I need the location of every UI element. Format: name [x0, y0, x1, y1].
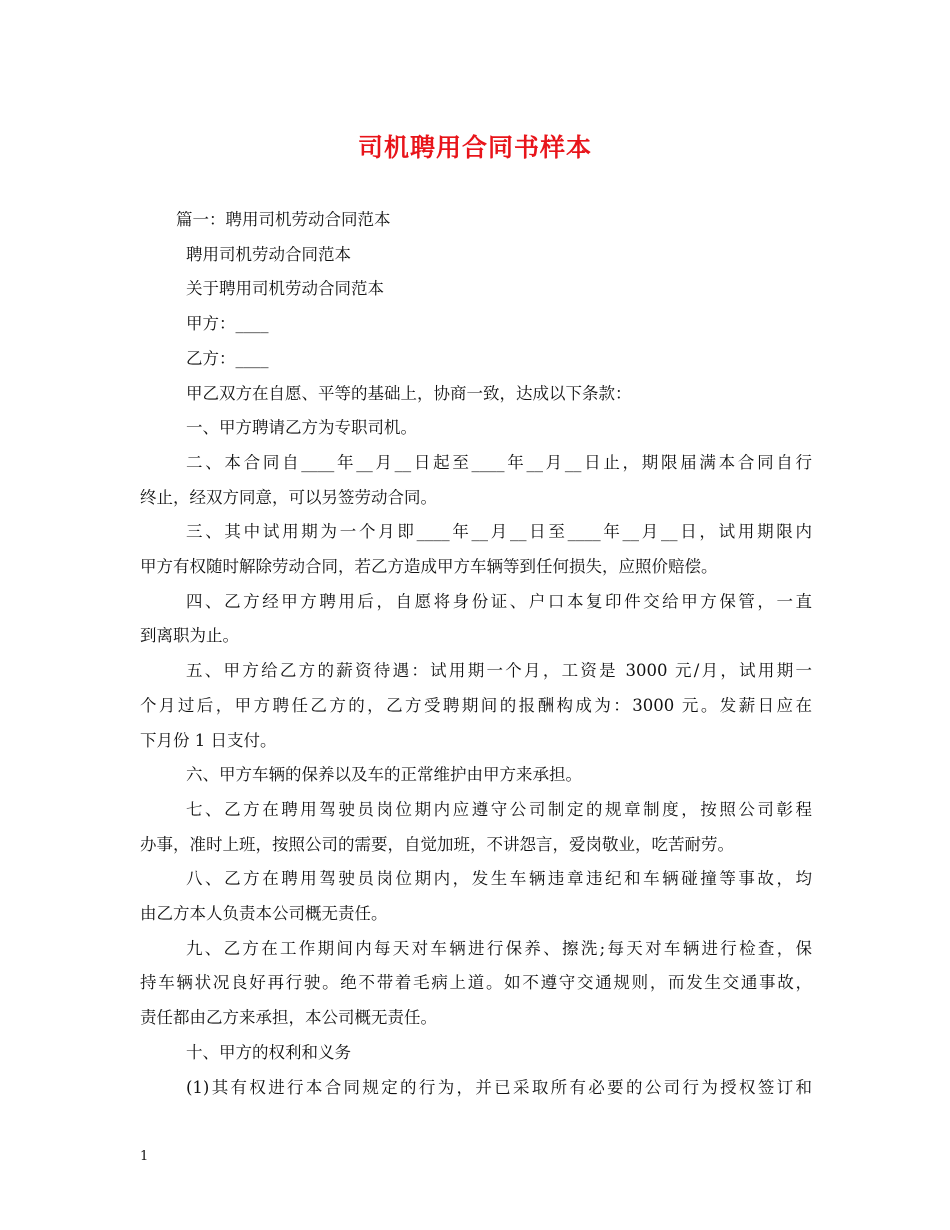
paragraph-line: 持车辆状况良好再行驶。绝不带着毛病上道。如不遵守交通规则，而发生交通事故， — [140, 973, 812, 993]
paragraph-line: 乙方：____ — [186, 348, 269, 368]
document-title: 司机聘用合同书样本 — [357, 133, 592, 162]
paragraph-line: 六、甲方车辆的保养以及车的正常维护由甲方来承担。 — [186, 765, 582, 785]
paragraph-line: 到离职为止。 — [140, 626, 239, 646]
paragraph-line: 四、乙方经甲方聘用后，自愿将身份证、户口本复印件交给甲方保管，一直 — [186, 591, 812, 611]
paragraph-line: 下月份 1 日支付。 — [140, 730, 277, 750]
paragraph-line: 八、乙方在聘用驾驶员岗位期内，发生车辆违章违纪和车辆碰撞等事故，均 — [186, 869, 812, 889]
paragraph-line: 由乙方本人负责本公司概无责任。 — [140, 904, 388, 924]
paragraph-line: 篇一：聘用司机劳动合同范本 — [176, 210, 391, 229]
paragraph-line: 三、其中试用期为一个月即____年__月__日至____年__月__日，试用期限内 — [186, 522, 812, 542]
paragraph-line: 聘用司机劳动合同范本 — [186, 244, 351, 264]
paragraph-line: 五、甲方给乙方的薪资待遇：试用期一个月，工资是 3000 元/月，试用期一 — [186, 661, 812, 681]
paragraph-line: 关于聘用司机劳动合同范本 — [186, 279, 384, 299]
paragraph-line: 个月过后，甲方聘任乙方的，乙方受聘期间的报酬构成为：3000 元。发薪日应在 — [140, 695, 812, 715]
document-body — [140, 203, 812, 1105]
paragraph-line: 七、乙方在聘用驾驶员岗位期内应遵守公司制定的规章制度，按照公司彰程 — [186, 799, 812, 819]
paragraph-line: 甲乙双方在自愿、平等的基础上，协商一致，达成以下条款： — [186, 383, 632, 403]
page-number: 1 — [140, 1149, 149, 1164]
paragraph-line: 甲方有权随时解除劳动合同，若乙方造成甲方车辆等到任何损失，应照价赔偿。 — [140, 557, 718, 577]
paragraph-line: 十、甲方的权利和义务 — [186, 1042, 351, 1062]
paragraph-line: 办事，准时上班，按照公司的需要，自觉加班，不讲怨言，爱岗敬业，吃苦耐劳。 — [140, 834, 734, 854]
paragraph-line: 二、本合同自____年__月__日起至____年__月__日止，期限届满本合同自行 — [186, 452, 812, 472]
paragraph-line: 终止，经双方同意，可以另签劳动合同。 — [140, 487, 437, 507]
paragraph-line: 九、乙方在工作期间内每天对车辆进行保养、擦洗;每天对车辆进行检查，保 — [186, 938, 812, 958]
paragraph-line: 责任都由乙方来承担，本公司概无责任。 — [140, 1008, 437, 1028]
paragraph-line: (1)其有权进行本合同规定的行为，并已采取所有必要的公司行为授权签订和 — [186, 1077, 812, 1097]
paragraph-line: 一、甲方聘请乙方为专职司机。 — [186, 418, 417, 438]
paragraph-line: 甲方：____ — [186, 314, 269, 334]
